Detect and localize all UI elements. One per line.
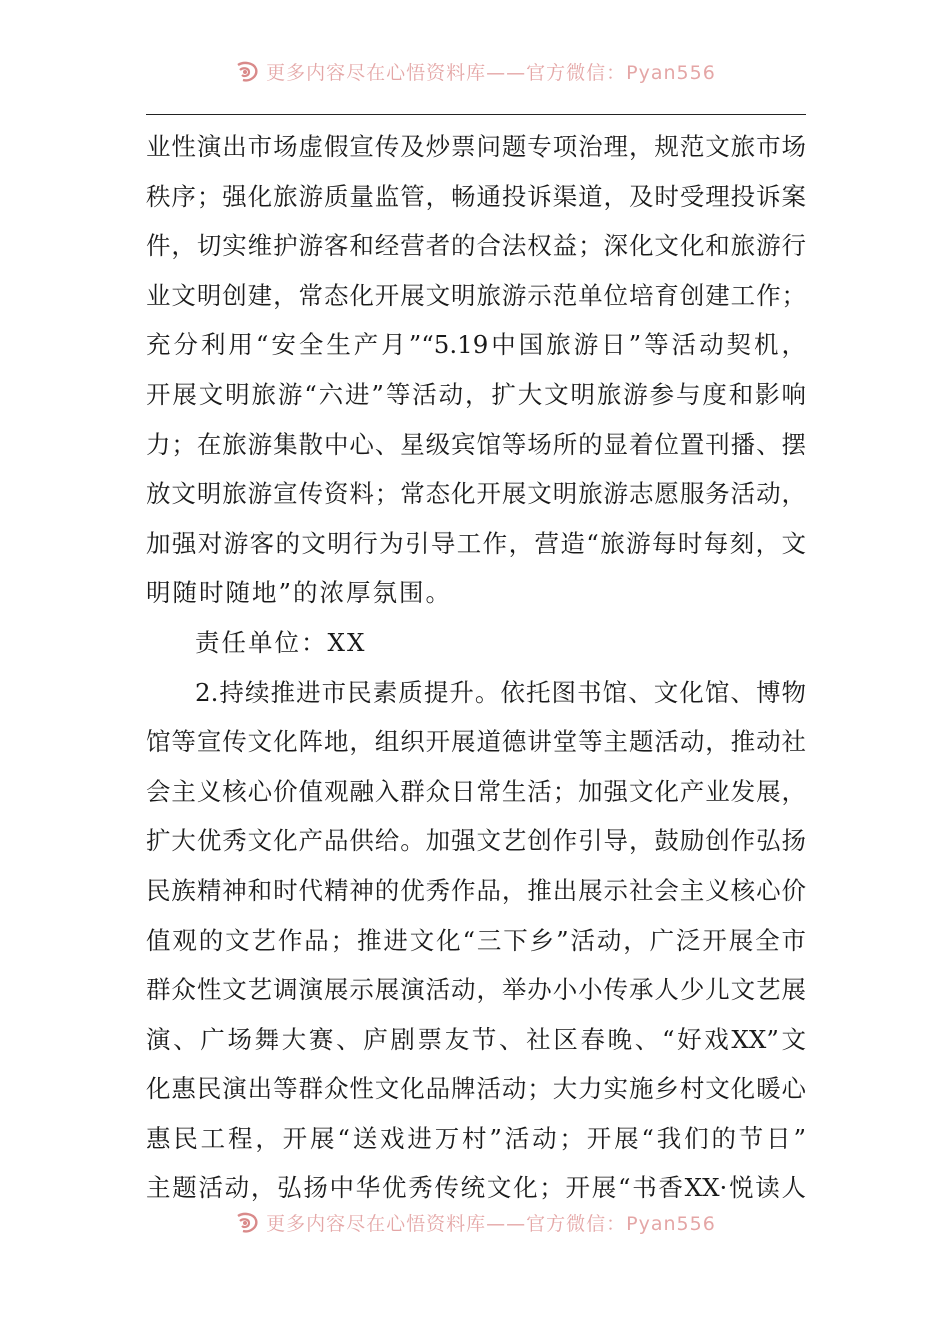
body-line: 力；在旅游集散中心、星级宾馆等场所的显着位置刊播、摆: [146, 429, 806, 459]
body-line: 会主义核心价值观融入群众日常生活；加强文化产业发展，: [146, 776, 806, 806]
section-heading-line: 2.持续推进市民素质提升。依托图书馆、文化馆、博物: [195, 677, 806, 707]
body-line: 业文明创建，常态化开展文明旅游示范单位培育创建工作；: [146, 280, 806, 310]
body-line: 业性演出市场虚假宣传及炒票问题专项治理，规范文旅市场: [146, 132, 806, 161]
watermark-text: 更多内容尽在心悟资料库——官方微信：Pyan556: [266, 62, 716, 84]
body-line: 演、广场舞大赛、庐剧票友节、社区春晚、“好戏XX”文: [146, 1024, 806, 1054]
header-watermark: [0, 58, 950, 85]
body-line: 民族精神和时代精神的优秀作品，推出展示社会主义核心价: [146, 875, 806, 905]
body-line: 馆等宣传文化阵地，组织开展道德讲堂等主题活动，推动社: [146, 727, 806, 757]
body-line: 充分利用“安全生产月”“5.19中国旅游日”等活动契机，: [146, 330, 806, 360]
body-line: 明随时随地”的浓厚氛围。: [146, 578, 453, 608]
body-line: 加强对游客的文明行为引导工作，营造“旅游每时每刻，文: [146, 528, 806, 558]
body-line: 化惠民演出等群众性文化品牌活动；大力实施乡村文化暖心: [146, 1074, 806, 1104]
header-divider: [146, 114, 806, 115]
responsible-unit: 责任单位：XX: [195, 627, 367, 657]
body-line: 值观的文艺作品；推进文化“三下乡”活动，广泛开展全市: [146, 925, 806, 955]
body-line: 件，切实维护游客和经营者的合法权益；深化文化和旅游行: [146, 231, 806, 261]
body-line: 主题活动，弘扬中华优秀传统文化；开展“书香XX·悦读人: [146, 1173, 806, 1203]
document-body: [146, 122, 806, 1213]
body-line: 秩序；强化旅游质量监管，畅通投诉渠道，及时受理投诉案: [146, 181, 806, 211]
watermark-logo-icon: [234, 59, 260, 85]
watermark-logo-icon: [234, 1210, 260, 1236]
body-line: 惠民工程，开展“送戏进万村”活动；开展“我们的节日”: [146, 1123, 806, 1153]
watermark-text: 更多内容尽在心悟资料库——官方微信：Pyan556: [266, 1213, 716, 1235]
body-line: 群众性文艺调演展示展演活动，举办小小传承人少儿文艺展: [146, 975, 806, 1005]
body-line: 放文明旅游宣传资料；常态化开展文明旅游志愿服务活动，: [146, 479, 806, 509]
body-line: 开展文明旅游“六进”等活动，扩大文明旅游参与度和影响: [146, 379, 806, 409]
body-line: 扩大优秀文化产品供给。加强文艺创作引导，鼓励创作弘扬: [146, 826, 806, 856]
footer-watermark: [0, 1209, 950, 1236]
